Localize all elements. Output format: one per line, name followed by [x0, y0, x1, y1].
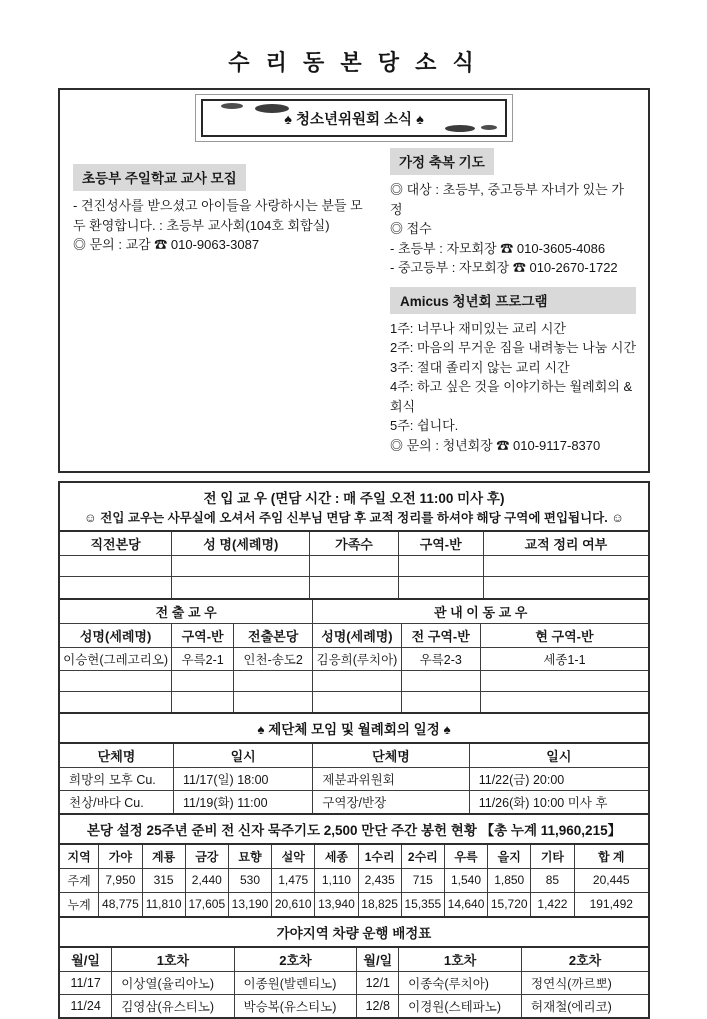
- cell: 희망의 모후 Cu.: [60, 768, 173, 791]
- header-cell: 을지: [488, 844, 531, 868]
- header-cell: 월/일: [357, 947, 399, 972]
- table-header-row: [60, 947, 648, 972]
- youth-columns: [60, 142, 648, 455]
- family-blessing-block: [390, 148, 636, 278]
- family-blessing-text: [390, 180, 636, 278]
- cell: 14,640: [444, 892, 487, 916]
- empty-cell: [480, 691, 648, 712]
- cell: 12/8: [357, 995, 399, 1018]
- empty-cell: [483, 577, 648, 598]
- cell: 누계: [60, 892, 99, 916]
- banner-ornament: [481, 125, 497, 130]
- cell: 우륵2-1: [172, 647, 234, 670]
- empty-cell: [313, 691, 401, 712]
- header-cell: 계룡: [142, 844, 185, 868]
- empty-cell: [483, 556, 648, 577]
- cell: 11/17(일) 18:00: [173, 768, 312, 791]
- transfer-out-group-title: 전 출 교 우: [60, 599, 313, 624]
- youth-right-column: [390, 148, 636, 455]
- rosary-title: 본당 설정 25주년 준비 전 신자 묵주기도 2,500 만단 주간 봉헌 현황 【총 누계 11,960,215】: [60, 813, 648, 843]
- cell: 이경원(스테파노): [399, 995, 522, 1018]
- table-row: [60, 691, 648, 712]
- shuttle-title: 가야지역 차량 운행 배정표: [60, 916, 648, 946]
- empty-cell: [60, 556, 172, 577]
- transfer-in-title: 전 입 교 우 (면담 시간 : 매 주일 오전 11:00 미사 후): [203, 491, 505, 506]
- cell: 12/1: [357, 972, 399, 995]
- header-cell: 1수리: [358, 844, 401, 868]
- empty-cell: [172, 556, 310, 577]
- header-cell: 금강: [185, 844, 228, 868]
- family-blessing-header: 가정 축복 기도: [390, 148, 494, 175]
- header-cell: 구역-반: [398, 531, 483, 556]
- cell: 11/22(금) 20:00: [469, 768, 648, 791]
- header-cell: 합 계: [574, 844, 648, 868]
- cell: 천상/바다 Cu.: [60, 791, 173, 814]
- empty-cell: [233, 691, 312, 712]
- header-cell: 직전본당: [60, 531, 172, 556]
- cell: 주계: [60, 868, 99, 892]
- cell: 530: [228, 868, 271, 892]
- cell: 이승현(그레고리오): [60, 647, 172, 670]
- youth-banner-frame: [201, 99, 507, 137]
- cell: 18,825: [358, 892, 401, 916]
- table-row: [60, 892, 648, 916]
- text-line: 2주: 마음의 무거운 짐을 내려놓는 나눔 시간: [390, 340, 636, 355]
- transfer-in-table: [60, 530, 648, 598]
- table-row: [60, 972, 648, 995]
- table-row: [60, 868, 648, 892]
- cell: 이종원(발렌티노): [234, 972, 357, 995]
- empty-cell: [310, 556, 398, 577]
- header-cell: 우륵: [444, 844, 487, 868]
- empty-cell: [480, 670, 648, 691]
- table-row: [60, 670, 648, 691]
- header-cell: 현 구역-반: [480, 623, 648, 647]
- empty-cell: [172, 577, 310, 598]
- header-cell: 구역-반: [172, 623, 234, 647]
- cell: 20,445: [574, 868, 648, 892]
- empty-cell: [398, 577, 483, 598]
- transfer-in-subtitle: ☺ 전입 교우는 사무실에 오셔서 주임 신부님 면담 후 교적 정리를 하셔야 해당 구역에 편입됩니다. ☺: [84, 511, 624, 525]
- cell: 48,775: [99, 892, 142, 916]
- empty-cell: [172, 691, 234, 712]
- header-cell: 가족수: [310, 531, 398, 556]
- table-header-row: [60, 844, 648, 868]
- youth-banner-title: ♠ 청소년위원회 소식 ♠: [284, 112, 424, 128]
- tables-section: [58, 481, 650, 1019]
- amicus-program-header: Amicus 청년회 프로그램: [390, 287, 636, 314]
- empty-cell: [401, 691, 480, 712]
- cell: 2,435: [358, 868, 401, 892]
- table-row: [60, 791, 648, 814]
- header-cell: 단체명: [313, 743, 469, 768]
- teacher-recruit-text: [73, 196, 375, 255]
- cell: 1,540: [444, 868, 487, 892]
- text-line: 5주: 쉽니다.: [390, 418, 459, 433]
- amicus-program-block: [390, 287, 636, 456]
- empty-cell: [310, 577, 398, 598]
- table-row: [60, 577, 648, 598]
- header-cell: 2수리: [401, 844, 444, 868]
- empty-cell: [233, 670, 312, 691]
- header-cell: 기타: [531, 844, 574, 868]
- internal-move-group-title: 관 내 이 동 교 우: [313, 599, 648, 624]
- header-cell: 가야: [99, 844, 142, 868]
- table-row: [60, 768, 648, 791]
- header-cell: 교적 정리 여부: [483, 531, 648, 556]
- header-cell: 월/일: [60, 947, 112, 972]
- cell: 2,440: [185, 868, 228, 892]
- page-title: 수 리 동 본 당 소 식: [228, 50, 479, 75]
- transfer-out-table: [60, 598, 648, 713]
- meetings-table: [60, 742, 648, 813]
- table-row: [60, 647, 648, 670]
- cell: 11/17: [60, 972, 112, 995]
- cell: 7,950: [99, 868, 142, 892]
- cell: 315: [142, 868, 185, 892]
- youth-banner: [195, 94, 513, 142]
- empty-cell: [398, 556, 483, 577]
- cell: 17,605: [185, 892, 228, 916]
- header-cell: 성 명(세례명): [172, 531, 310, 556]
- teacher-recruit-block: [73, 164, 375, 455]
- table-header-row: [60, 743, 648, 768]
- cell: 1,110: [315, 868, 358, 892]
- empty-cell: [401, 670, 480, 691]
- text-line: 4주: 하고 싶은 것을 이야기하는 월례회의 & 회식: [390, 379, 633, 414]
- text-line: ◎ 문의 : 청년회장 ☎ 010-9117-8370: [390, 437, 601, 453]
- cell: 11/24: [60, 995, 112, 1018]
- shuttle-table: [60, 946, 648, 1017]
- header-cell: 일시: [173, 743, 312, 768]
- cell: 구역장/반장: [313, 791, 469, 814]
- text-line: 3주: 절대 졸리지 않는 교리 시간: [390, 359, 570, 375]
- cell: 이상열(율리아노): [112, 972, 234, 995]
- cell: 박승복(유스티노): [234, 995, 357, 1018]
- header-cell: 2호차: [522, 947, 648, 972]
- header-cell: 전 구역-반: [401, 623, 480, 647]
- cell: 정연식(까르뽀): [522, 972, 648, 995]
- text-line: ◎ 대상 : 초등부, 중고등부 자녀가 있는 가정: [390, 182, 624, 217]
- header-cell: 성명(세례명): [313, 623, 401, 647]
- cell: 715: [401, 868, 444, 892]
- cell: 15,720: [488, 892, 531, 916]
- header-cell: 묘향: [228, 844, 271, 868]
- banner-ornament: [255, 104, 289, 113]
- text-line: ◎ 접수: [390, 221, 432, 236]
- cell: 허재철(에리코): [522, 995, 648, 1018]
- teacher-recruit-header: 초등부 주일학교 교사 모집: [73, 164, 246, 191]
- banner-ornament: [445, 125, 475, 132]
- header-cell: 단체명: [60, 743, 173, 768]
- table-group-header-row: [60, 599, 648, 624]
- cell: 15,355: [401, 892, 444, 916]
- cell: 제분과위원회: [313, 768, 469, 791]
- cell: 11,810: [142, 892, 185, 916]
- table-header-row: [60, 623, 648, 647]
- cell: 1,850: [488, 868, 531, 892]
- cell: 11/26(화) 10:00 미사 후: [469, 791, 648, 814]
- text-line: - 중고등부 : 자모회장 ☎ 010-2670-1722: [390, 260, 618, 275]
- header-cell: 전출본당: [233, 623, 312, 647]
- text-line: - 견진성사를 받으셨고 아이들을 사랑하시는 분들 모두 환영합니다. : 초등부 교사회(104호 회합실): [73, 198, 363, 233]
- cell: 13,940: [315, 892, 358, 916]
- empty-cell: [60, 670, 172, 691]
- rosary-table: [60, 843, 648, 916]
- cell: 191,492: [574, 892, 648, 916]
- cell: 11/19(화) 11:00: [173, 791, 312, 814]
- cell: 1,475: [272, 868, 315, 892]
- cell: 이종숙(루치아): [399, 972, 522, 995]
- empty-cell: [313, 670, 401, 691]
- cell: 인천-송도2: [233, 647, 312, 670]
- header-cell: 2호차: [234, 947, 357, 972]
- header-cell: 일시: [469, 743, 648, 768]
- text-line: ◎ 문의 : 교감 ☎ 010-9063-3087: [73, 237, 260, 252]
- cell: 우륵2-3: [401, 647, 480, 670]
- empty-cell: [60, 691, 172, 712]
- header-cell: 지역: [60, 844, 99, 868]
- meetings-title: ♠ 제단체 모임 및 월례회의 일정 ♠: [60, 712, 648, 742]
- header-cell: 1호차: [399, 947, 522, 972]
- table-row: [60, 995, 648, 1018]
- amicus-program-text: [390, 319, 636, 456]
- table-header-row: [60, 531, 648, 556]
- cell: 1,422: [531, 892, 574, 916]
- text-line: - 초등부 : 자모회장 ☎ 010-3605-4086: [390, 240, 606, 256]
- empty-cell: [60, 577, 172, 598]
- header-cell: 1호차: [112, 947, 234, 972]
- header-cell: 세종: [315, 844, 358, 868]
- youth-committee-section: [58, 88, 650, 473]
- cell: 김영삼(유스티노): [112, 995, 234, 1018]
- empty-cell: [172, 670, 234, 691]
- header-cell: 설악: [272, 844, 315, 868]
- text-line: 1주: 너무나 재미있는 교리 시간: [390, 320, 566, 336]
- banner-ornament: [221, 103, 243, 109]
- cell: 세종1-1: [480, 647, 648, 670]
- cell: 김응희(루치아): [313, 647, 401, 670]
- transfer-in-title-block: [60, 483, 648, 530]
- cell: 13,190: [228, 892, 271, 916]
- cell: 20,610: [272, 892, 315, 916]
- table-row: [60, 556, 648, 577]
- cell: 85: [531, 868, 574, 892]
- header-cell: 성명(세례명): [60, 623, 172, 647]
